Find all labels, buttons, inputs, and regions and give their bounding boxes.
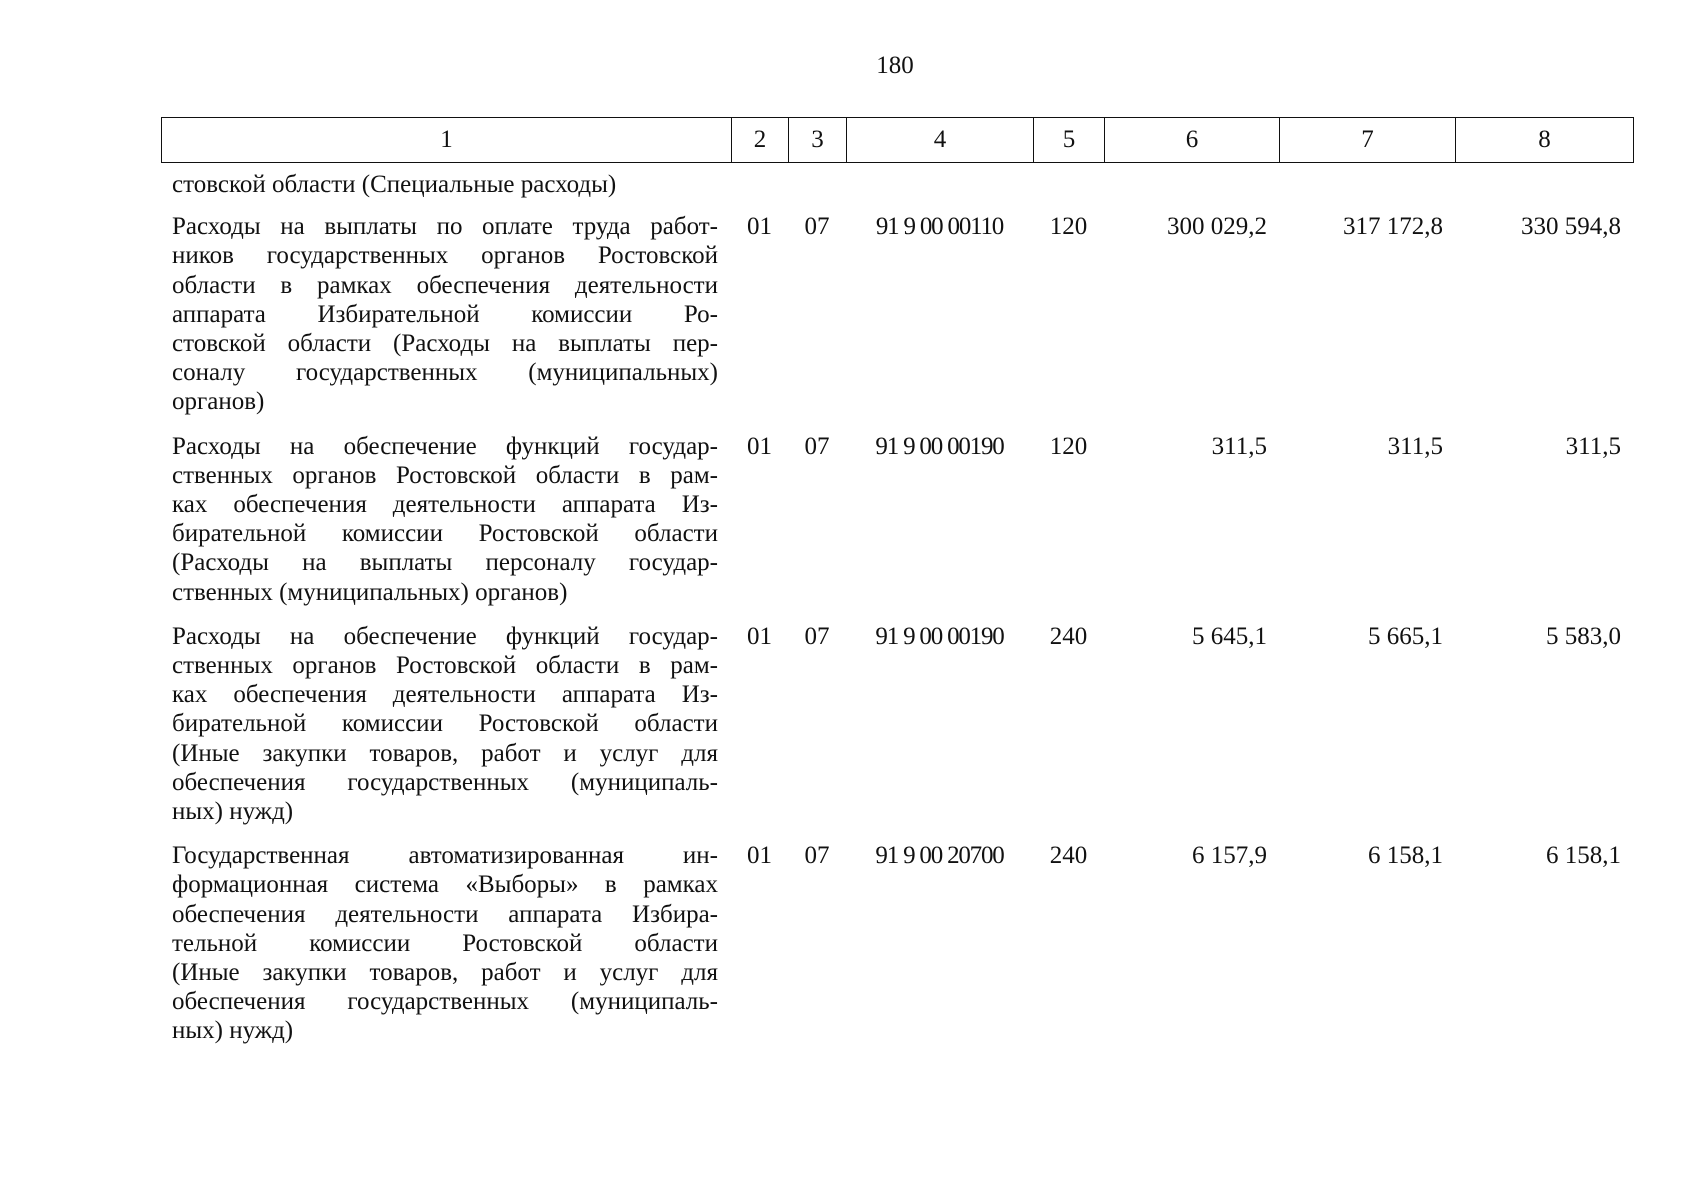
description-line: аппарата Избирательной комиссии Ро- (172, 300, 718, 328)
description-line: (Иные закупки товаров, работ и услуг для (172, 739, 718, 767)
row-description (161, 432, 731, 607)
description-line: ках обеспечения деятельности аппарата Из- (172, 491, 718, 519)
description-line: ных) нужд) (172, 798, 294, 826)
description-line: Расходы на обеспечение функций государ- (172, 622, 718, 650)
cell-section: 01 (747, 622, 772, 650)
description-line: формационная система «Выборы» в рамках (172, 871, 718, 899)
cell-amount-col8: 330 594,8 (1521, 213, 1621, 241)
description-line: тельной комиссии Ростовской области (172, 929, 718, 957)
cell-section: 01 (747, 213, 772, 241)
cell-target-code: 91 9 00 20700 (875, 842, 1004, 870)
cell-subsection: 07 (804, 213, 830, 241)
cell-target-code: 91 9 00 00110 (875, 213, 1004, 241)
cell-amount-col7: 6 158,1 (1368, 842, 1443, 870)
description-line: (Расходы на выплаты персоналу государ- (172, 549, 718, 577)
cell-target-code: 91 9 00 00190 (875, 432, 1004, 460)
description-line: ственных органов Ростовской области в рам- (172, 461, 718, 489)
row-description (161, 841, 731, 1045)
cell-amount-col8: 311,5 (1565, 432, 1621, 460)
description-line: бирательной комиссии Ростовской области (172, 710, 718, 738)
cell-amount-col7: 311,5 (1387, 432, 1443, 460)
description-line: обеспечения государственных (муниципаль- (172, 988, 718, 1016)
row-description (161, 212, 731, 416)
table-row (161, 841, 1633, 1045)
description-line: Расходы на обеспечение функций государ- (172, 432, 718, 460)
cell-expense-type: 120 (1049, 432, 1088, 460)
column-header-6: 6 (1105, 118, 1280, 163)
table-body (161, 170, 1633, 1061)
table-row (161, 622, 1633, 826)
column-header-2: 2 (732, 118, 789, 163)
description-line: Государственная автоматизированная ин- (172, 842, 718, 870)
cell-subsection: 07 (804, 622, 830, 650)
description-line: ственных органов Ростовской области в рам- (172, 652, 718, 680)
cell-section: 01 (747, 842, 772, 870)
cell-expense-type: 240 (1049, 622, 1088, 650)
description-line: ках обеспечения деятельности аппарата Из- (172, 681, 718, 709)
description-line: стовской области (Расходы на выплаты пер- (172, 330, 718, 358)
description-line: области в рамках обеспечения деятельности (172, 271, 718, 299)
table-row (161, 432, 1633, 607)
cell-target-code: 91 9 00 00190 (875, 622, 1004, 650)
cell-amount-col6: 6 157,9 (1192, 842, 1267, 870)
cell-expense-type: 240 (1049, 842, 1088, 870)
description-line: бирательной комиссии Ростовской области (172, 520, 718, 548)
table-row-continuation (161, 170, 1633, 199)
cell-amount-col7: 5 665,1 (1368, 622, 1443, 650)
cell-amount-col6: 311,5 (1211, 432, 1267, 460)
cell-amount-col8: 5 583,0 (1546, 622, 1621, 650)
cell-section: 01 (747, 432, 772, 460)
column-header-3: 3 (789, 118, 847, 163)
description-line: обеспечения государственных (муниципаль- (172, 768, 718, 796)
cell-expense-type: 120 (1049, 213, 1088, 241)
description-line: обеспечения деятельности аппарата Избира- (172, 900, 718, 928)
column-header-5: 5 (1034, 118, 1105, 163)
description-line: (Иные закупки товаров, работ и услуг для (172, 959, 718, 987)
column-header-4: 4 (847, 118, 1034, 163)
description-line: соналу государственных (муниципальных) (172, 359, 718, 387)
page-number: 180 (876, 52, 914, 79)
description-line: органов) (172, 388, 265, 416)
cell-amount-col6: 300 029,2 (1167, 213, 1267, 241)
cell-subsection: 07 (804, 842, 830, 870)
cell-amount-col7: 317 172,8 (1343, 213, 1443, 241)
table-header (161, 117, 1634, 163)
cell-subsection: 07 (804, 432, 830, 460)
cell-amount-col6: 5 645,1 (1192, 622, 1267, 650)
column-header-1: 1 (162, 118, 732, 163)
row-description (161, 170, 731, 199)
description-line: ных) нужд) (172, 1017, 294, 1045)
column-header-8: 8 (1456, 118, 1634, 163)
description-line: ников государственных органов Ростовской (172, 242, 718, 270)
row-description (161, 622, 731, 826)
description-line: стовской области (Специальные расходы) (172, 171, 617, 198)
table-row (161, 212, 1633, 416)
column-header-7: 7 (1280, 118, 1456, 163)
description-line: Расходы на выплаты по оплате труда работ- (172, 213, 718, 241)
cell-amount-col8: 6 158,1 (1546, 842, 1621, 870)
description-line: ственных (муниципальных) органов) (172, 578, 568, 606)
